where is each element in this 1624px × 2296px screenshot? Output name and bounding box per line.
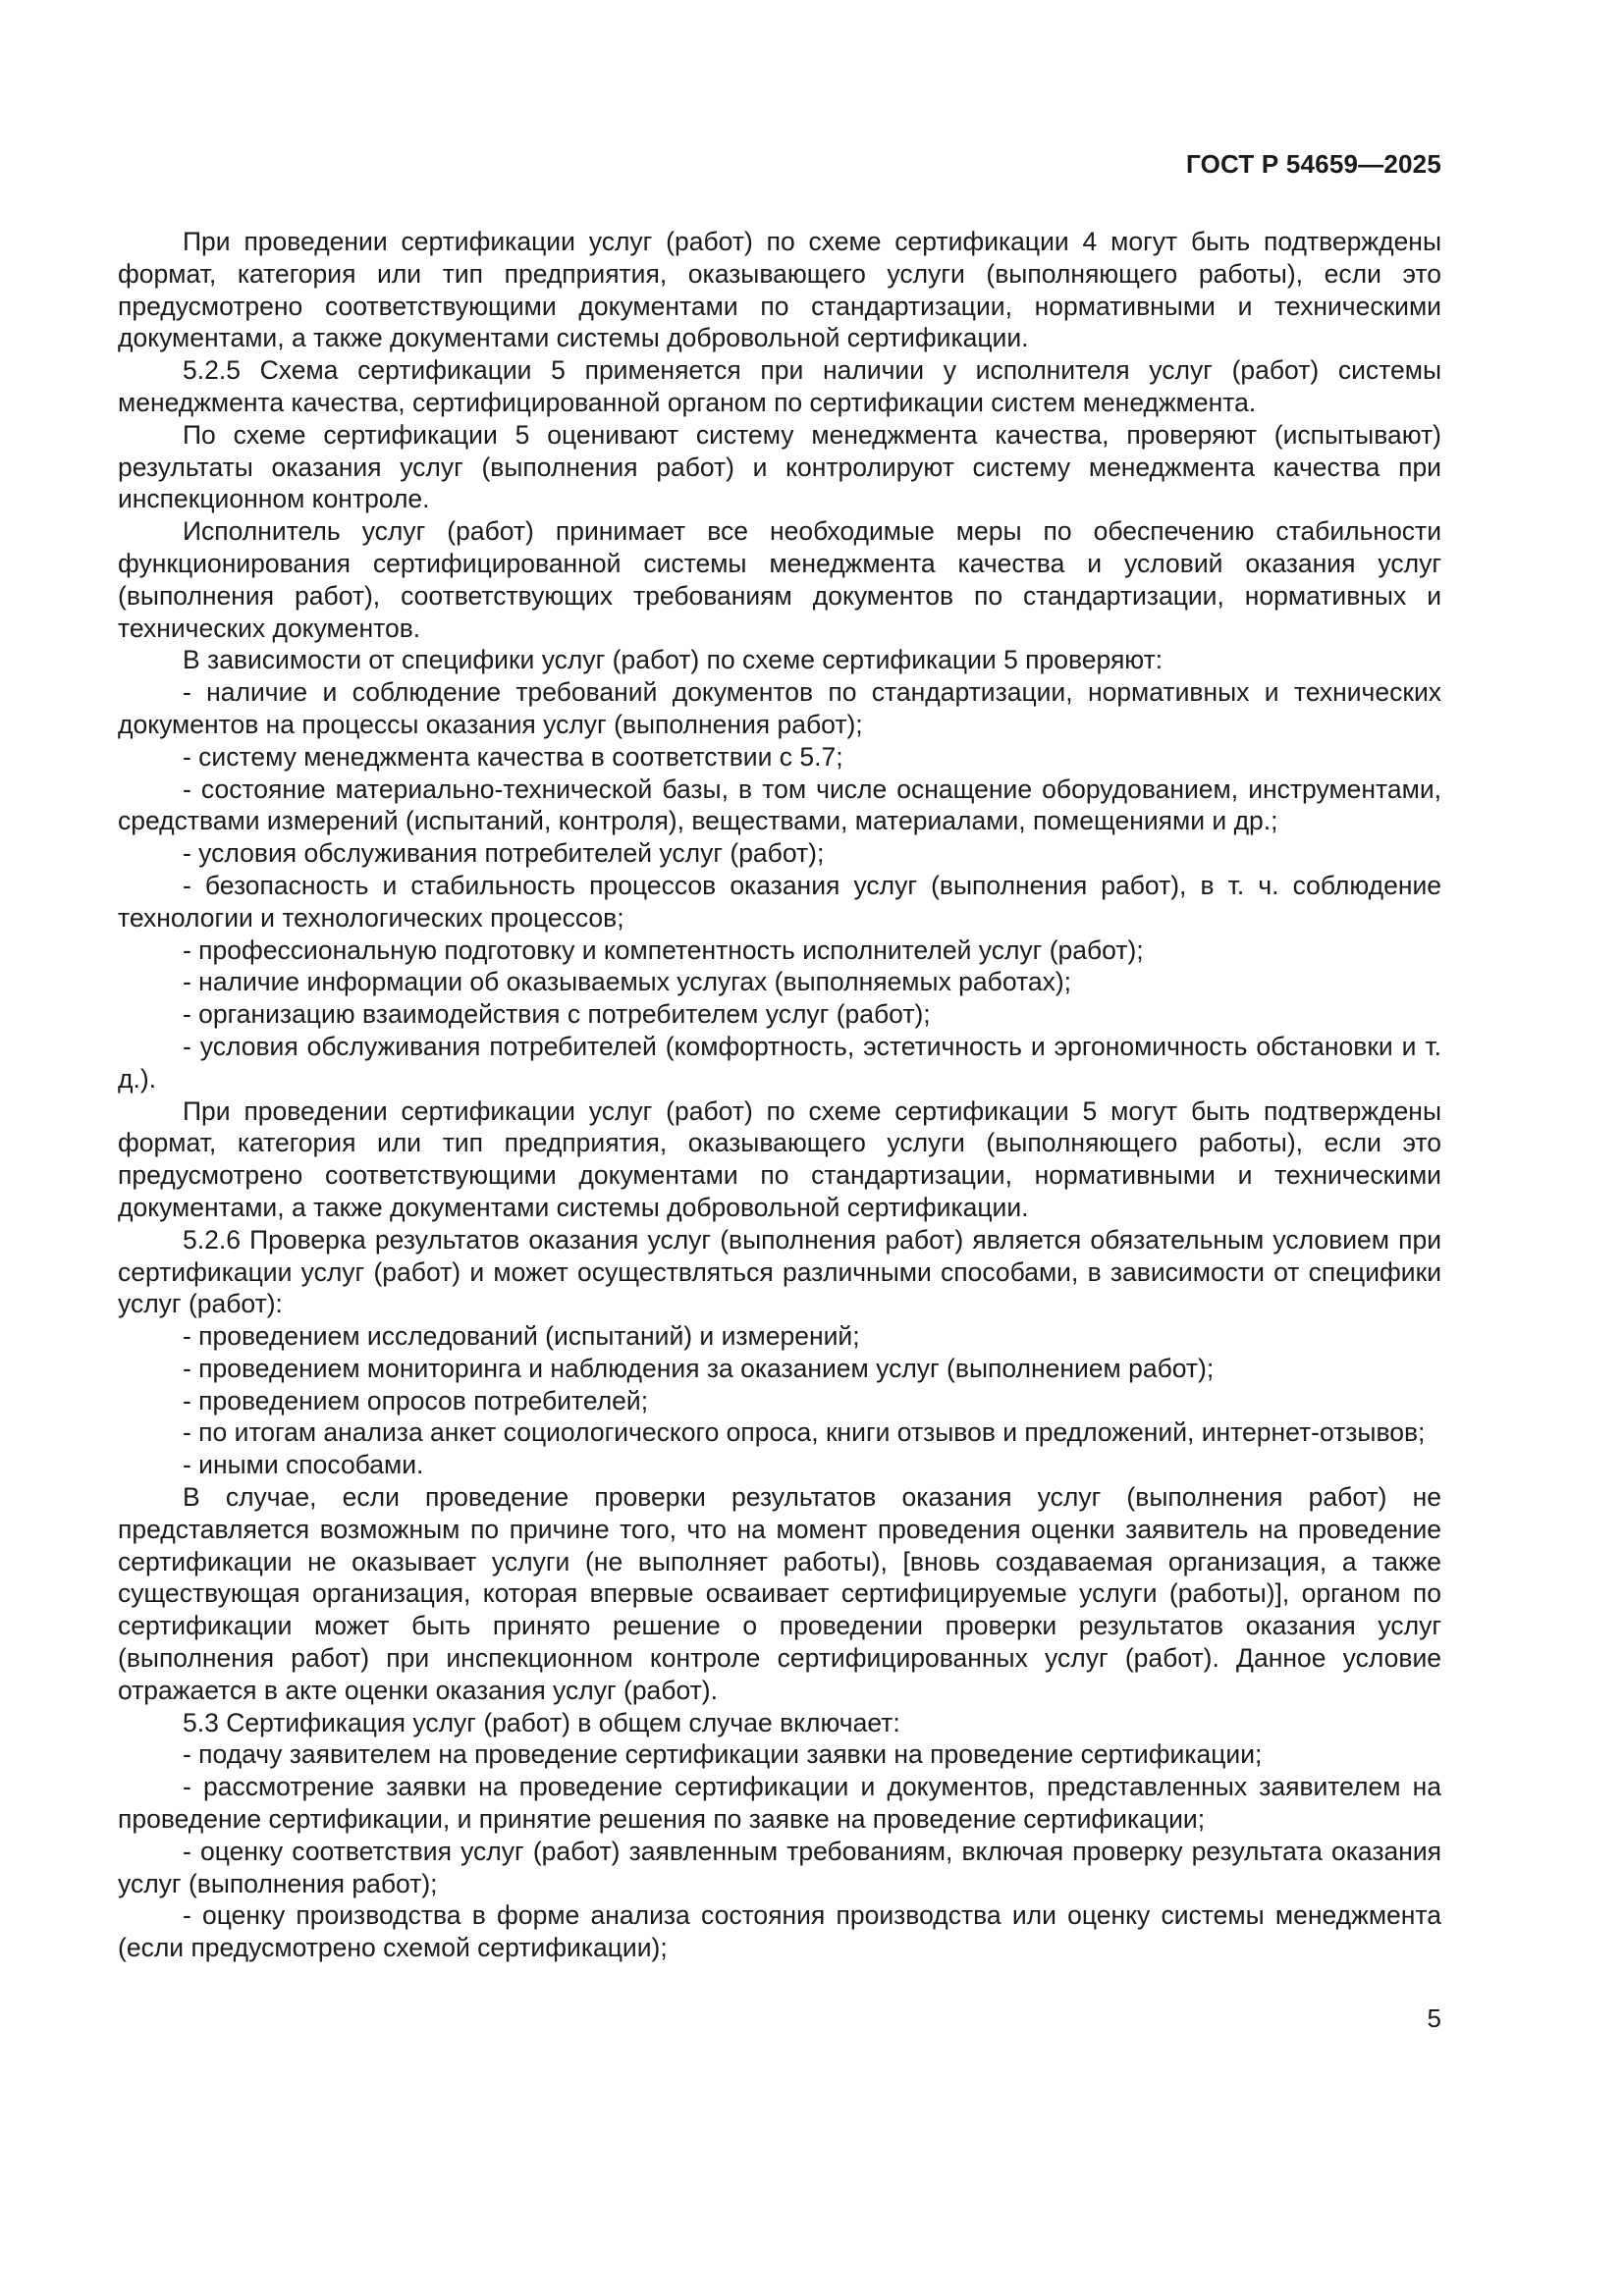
list-item: - подачу заявителем на проведение сертификации заявки на проведение сертификации;	[183, 1739, 1263, 1770]
standard-designation: ГОСТ Р 54659—2025	[1186, 149, 1441, 179]
list-item: - профессиональную подготовку и компетентность исполнителей услуг (работ);	[183, 934, 1144, 965]
document-body	[118, 226, 1441, 1964]
list-item: - наличие и соблюдение требований документов по стандартизации, нормативных и технических документов на процессы оказания услуг (выполнения работ);	[118, 677, 1441, 739]
list-item: - безопасность и стабильность процессов оказания услуг (выполнения работ), в т. ч. соблюдение технологии и технологических процессов;	[118, 870, 1441, 933]
list-item: - оценку соответствия услуг (работ) заявленным требованиям, включая проверку результата оказания услуг (выполнения работ);	[118, 1836, 1441, 1898]
list-item: - проведением мониторинга и наблюдения за оказанием услуг (выполнением работ);	[183, 1353, 1215, 1383]
list-item: - условия обслуживания потребителей услуг (работ);	[183, 838, 825, 869]
page-number: 5	[1427, 2003, 1441, 2033]
list-item: - систему менеджмента качества в соответствии с 5.7;	[183, 741, 843, 772]
list-item: - организацию взаимодействия с потребителем услуг (работ);	[183, 999, 931, 1030]
list-item: - оценку производства в форме анализа состояния производства или оценку системы менеджмента (если предусмотрено схемой сертификации);	[118, 1900, 1441, 1963]
list-item: - проведением исследований (испытаний) и измерений;	[183, 1321, 860, 1352]
paragraph: При проведении сертификации услуг (работ) по схеме сертификации 5 могут быть подтверждены формат, категория или тип предприятия, оказывающего услуги (выполняющего работы), если это предусмотрено соответствующими документами по стандартизации, нормативными и техническими документами, а также документами системы добровольной сертификации.	[118, 1095, 1441, 1222]
paragraph: По схеме сертификации 5 оценивают систему менеджмента качества, проверяют (испытывают) результаты оказания услуг (выполнения работ) и контролируют систему менеджмента качества при инспекционном контроле.	[118, 419, 1441, 514]
paragraph: В случае, если проведение проверки результатов оказания услуг (выполнения работ) не представляется возможным по причине того, что на момент проведения оценки заявитель на проведение сертификации не оказывает услуги (не выполняет работы), [вновь создаваемая организация, а также существующая организация, которая впервые осваивает сертифицируемые услуги (работы)], органом по сертификации может быть принято решение о проведении проверки результатов оказания услуг (выполнения работ) при инспекционном контроле сертифицированных услуг (работ). Данное условие отражается в акте оценки оказания услуг (работ).	[118, 1482, 1441, 1705]
list-item: - условия обслуживания потребителей (комфортность, эстетичность и эргономичность обстановки и т. д.).	[118, 1031, 1441, 1094]
paragraph: При проведении сертификации услуг (работ) по схеме сертификации 4 могут быть подтверждены формат, категория или тип предприятия, оказывающего услуги (выполняющего работы), если это предусмотрено соответствующими документами по стандартизации, нормативными и техническими документами, а также документами системы добровольной сертификации.	[118, 227, 1441, 353]
list-item: - рассмотрение заявки на проведение сертификации и документов, представленных заявителем на проведение сертификации, и принятие решения по заявке на проведение сертификации;	[118, 1772, 1441, 1835]
list-item: - наличие информации об оказываемых услугах (выполняемых работах);	[183, 967, 1072, 997]
list-item: - иными способами.	[183, 1450, 424, 1480]
clause-5-2-6: 5.2.6 Проверка результатов оказания услуг (выполнения работ) является обязательным условием при сертификации услуг (работ) и может осуществляться различными способами, в зависимости от специфики услуг (работ):	[118, 1224, 1441, 1319]
list-item: - состояние материально-технической базы, в том числе оснащение оборудованием, инструментами, средствами измерений (испытаний, контроля), веществами, материалами, помещениями и др.;	[118, 774, 1441, 836]
paragraph: Исполнитель услуг (работ) принимает все необходимые меры по обеспечению стабильности функционирования сертифицированной системы менеджмента качества и условий оказания услуг (выполнения работ), соответствующих требованиям документов по стандартизации, нормативных и технических документов.	[118, 516, 1441, 643]
paragraph: В зависимости от специфики услуг (работ) по схеме сертификации 5 проверяют:	[183, 645, 1164, 675]
list-item: - проведением опросов потребителей;	[183, 1385, 649, 1415]
clause-5-3: 5.3 Сертификация услуг (работ) в общем случае включает:	[183, 1707, 900, 1737]
list-item: - по итогам анализа анкет социологического опроса, книги отзывов и предложений, интернет-отзывов;	[183, 1417, 1426, 1448]
clause-5-2-5: 5.2.5 Схема сертификации 5 применяется при наличии у исполнителя услуг (работ) системы менеджмента качества, сертифицированной органом по сертификации систем менеджмента.	[118, 355, 1441, 417]
